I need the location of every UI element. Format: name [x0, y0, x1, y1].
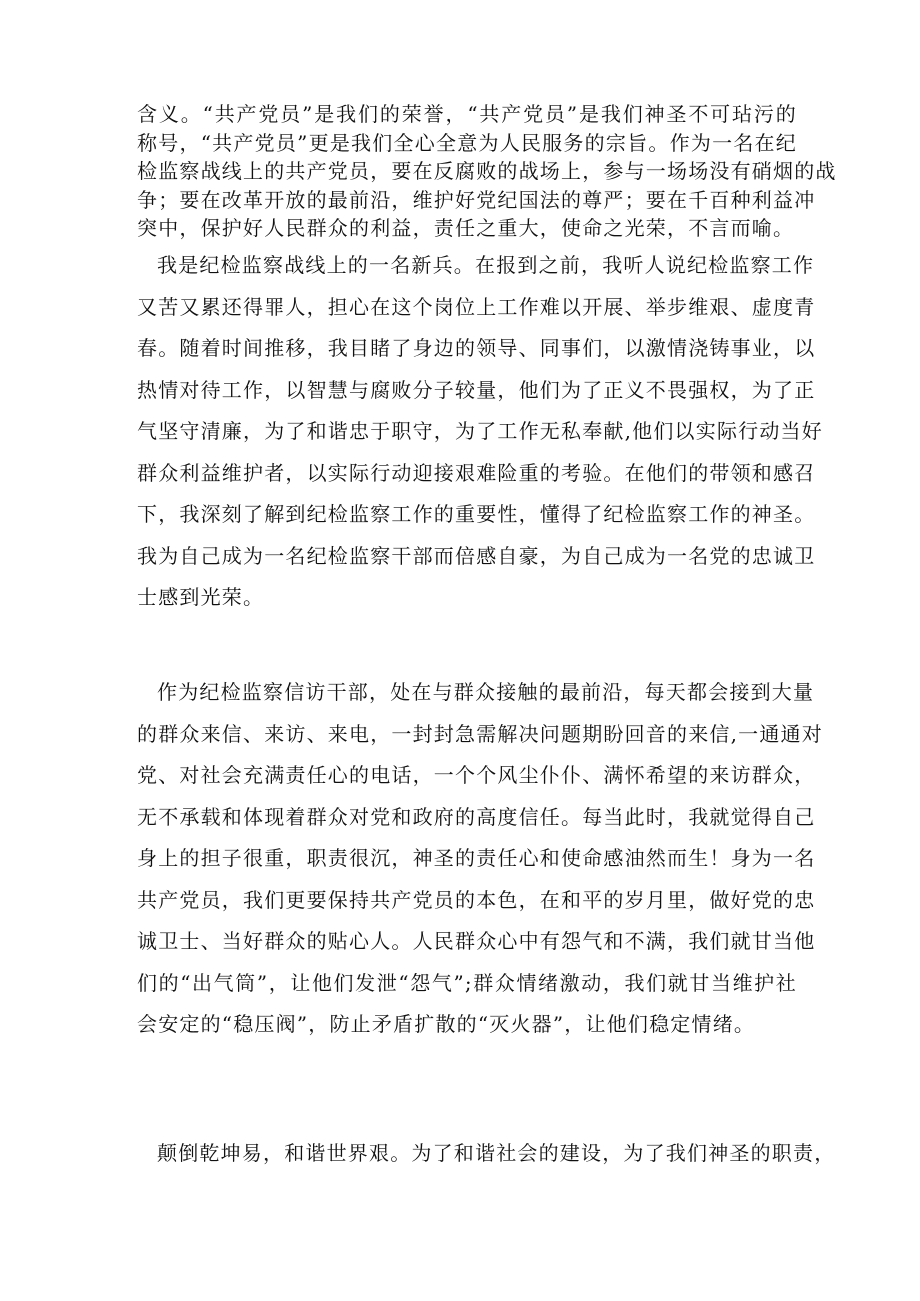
text-line: 党、对社会充满责任心的电话，一个个风尘仆仆、满怀希望的来访群众，: [137, 763, 816, 787]
text-line: 春。随着时间推移，我目睹了身边的领导、同事们，以激情浇铸事业，以: [137, 336, 816, 360]
text-line: 争；要在改革开放的最前沿，维护好党纪国法的尊严；要在千百种利益冲: [137, 187, 816, 212]
paragraph-1: [137, 100, 837, 243]
text-line: 的群众来信、来访、来电，一封封急需解决问题期盼回音的来信,一通通对: [137, 721, 823, 746]
text-line: 检监察战线上的共产党员，要在反腐败的战场上，参与一场场没有硝烟的战: [137, 159, 837, 183]
text-line: 会安定的“稳压阀”，防止矛盾扩散的“灭火器”，让他们稳定情绪。: [137, 1012, 756, 1036]
text-line: 群众利益维护者，以实际行动迎接艰难险重的考验。在他们的带领和感召: [137, 460, 816, 485]
text-line: 士感到光荣。: [137, 585, 265, 609]
text-line: 下，我深刻了解到纪检监察工作的重要性，懂得了纪检监察工作的神圣。: [137, 502, 816, 526]
text-line: 我是纪检监察战线上的一名新兵。在报到之前，我听人说纪检监察工作: [157, 253, 815, 277]
text-line: 热情对待工作，以智慧与腐败分子较量，他们为了正义不畏强权，为了正: [137, 377, 816, 402]
text-line: 称号，“共产党员”更是我们全心全意为人民服务的宗旨。作为一名在纪: [137, 130, 797, 155]
text-line: 诚卫士、当好群众的贴心人。人民群众心中有怨气和不满，我们就甘当他: [137, 929, 816, 953]
text-line: 我为自己成为一名纪检监察干部而倍感自豪，为自己成为一名党的忠诚卫: [137, 543, 816, 568]
text-line: 共产党员，我们更要保持共产党员的本色，在和平的岁月里，做好党的忠: [137, 887, 816, 912]
text-line: 作为纪检监察信访干部，处在与群众接触的最前沿，每天都会接到大量: [157, 680, 815, 704]
text-line: 突中，保护好人民群众的利益，责任之重大，使命之光荣，不言而喻。: [137, 216, 795, 240]
text-line: 颠倒乾坤易，和谐世界艰。为了和谐社会的建设，为了我们神圣的职责，: [157, 1141, 836, 1165]
text-line: 无不承载和体现着群众对党和政府的高度信任。每当此时，我就觉得自己: [137, 804, 816, 829]
paragraph-3: [137, 672, 823, 1046]
text-line: 身上的担子很重，职责很沉，神圣的责任心和使命感油然而生！身为一名: [137, 846, 816, 870]
text-line: 气坚守清廉，为了和谐忠于职守，为了工作无私奉献,他们以实际行动当好: [137, 419, 823, 443]
text-line: 们的“出气筒”，让他们发泄“怨气”;群众情绪激动，我们就甘当维护社: [137, 970, 797, 995]
text-line: 含义。“共产党员”是我们的荣誉，“共产党员”是我们神圣不可玷污的: [137, 102, 797, 126]
paragraph-2: [137, 245, 823, 619]
paragraph-4: [137, 1133, 836, 1175]
text-line: 又苦又累还得罪人，担心在这个岗位上工作难以开展、举步维艰、虚度青: [137, 294, 816, 319]
